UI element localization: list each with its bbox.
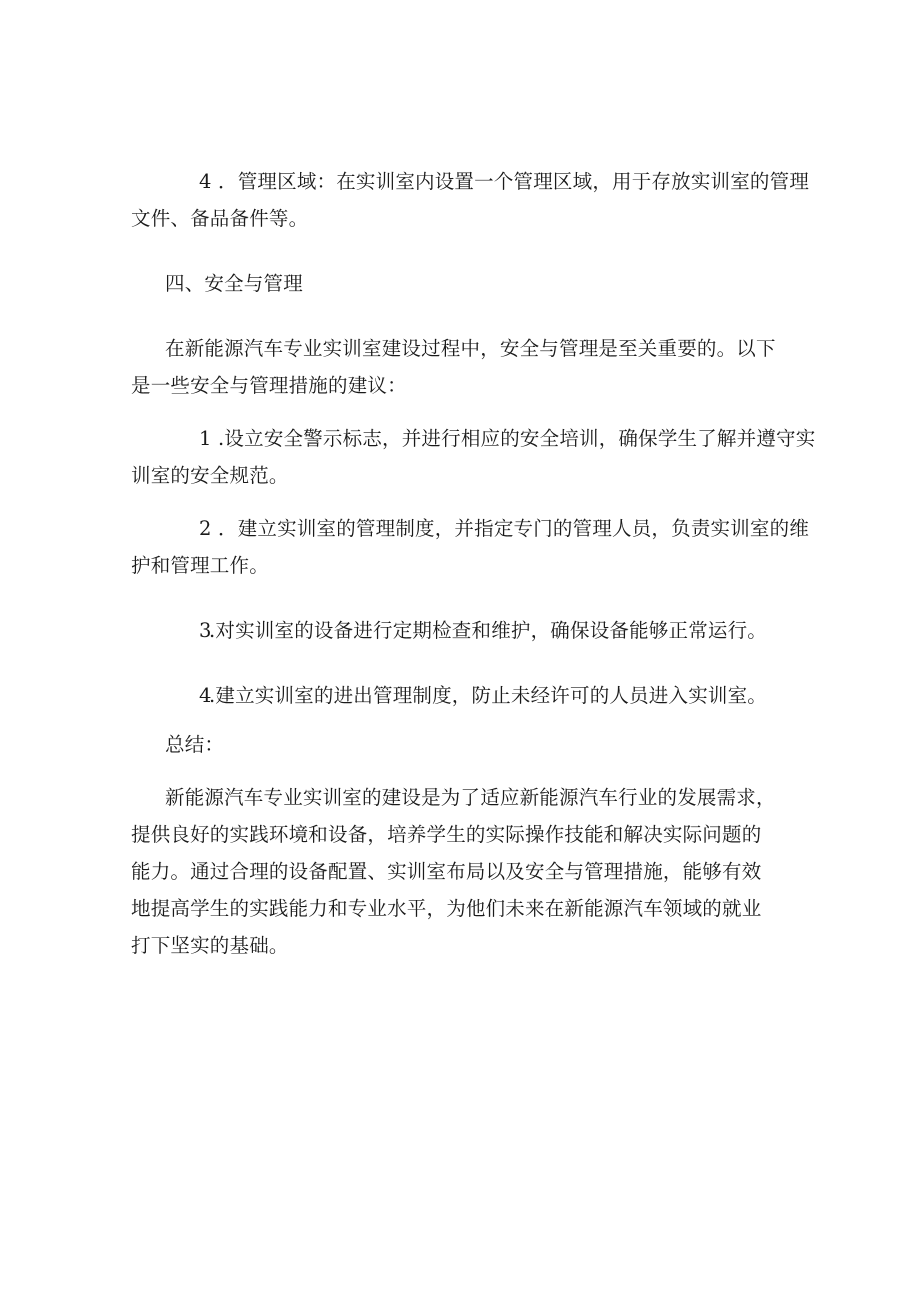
paragraph-line: 打下坚实的基础。 [131,934,289,957]
list-number: 3 [199,619,212,642]
section-heading-summary: 总结： [165,733,225,756]
list-text-line: .建立实训室的进出管理制度，防止未经许可的人员进入实训室。 [209,684,767,707]
list-number: 4 [199,170,212,193]
paragraph-line: 提供良好的实践环境和设备，培养学生的实际操作技能和解决实际问题的 [131,823,762,846]
document-body [131,163,816,964]
list-number: 2 [199,517,212,540]
paragraph-line: 地提高学生的实践能力和专业水平，为他们未来在新能源汽车领域的就业 [131,897,762,920]
list-item-2 [131,510,810,584]
paragraph-line: 新能源汽车专业实训室的建设是为了适应新能源汽车行业的发展需求， [165,786,776,809]
list-item-management-area [131,163,810,237]
section-heading-safety: 四、安全与管理 [165,272,303,295]
list-text-line: ．管理区域：在实训室内设置一个管理区域，用于存放实训室的管理 [218,170,810,193]
list-number: 4 [199,684,212,707]
paragraph-intro-safety [131,330,796,404]
paragraph-line: 能力。通过合理的设备配置、实训室布局以及安全与管理措施，能够有效 [131,860,762,883]
list-item-1 [131,420,816,494]
paragraph-line: 是一些安全与管理措施的建议： [131,374,407,397]
paragraph-line: 在新能源汽车专业实训室建设过程中，安全与管理是至关重要的。以下 [165,337,776,360]
list-text-line: ．建立实训室的管理制度，并指定专门的管理人员，负责实训室的维 [218,517,810,540]
list-text-line: 训室的安全规范。 [131,464,289,487]
paragraph-summary [131,779,796,964]
list-text-line: .设立安全警示标志，并进行相应的安全培训，确保学生了解并遵守实 [218,427,816,450]
list-text-line: .对实训室的设备进行定期检查和维护，确保设备能够正常运行。 [209,619,767,642]
list-number: 1 [199,427,212,450]
list-text-line: 护和管理工作。 [131,554,269,577]
list-item-4 [131,677,796,714]
list-item-3 [131,612,796,649]
list-text-line: 文件、备品备件等。 [131,207,309,230]
